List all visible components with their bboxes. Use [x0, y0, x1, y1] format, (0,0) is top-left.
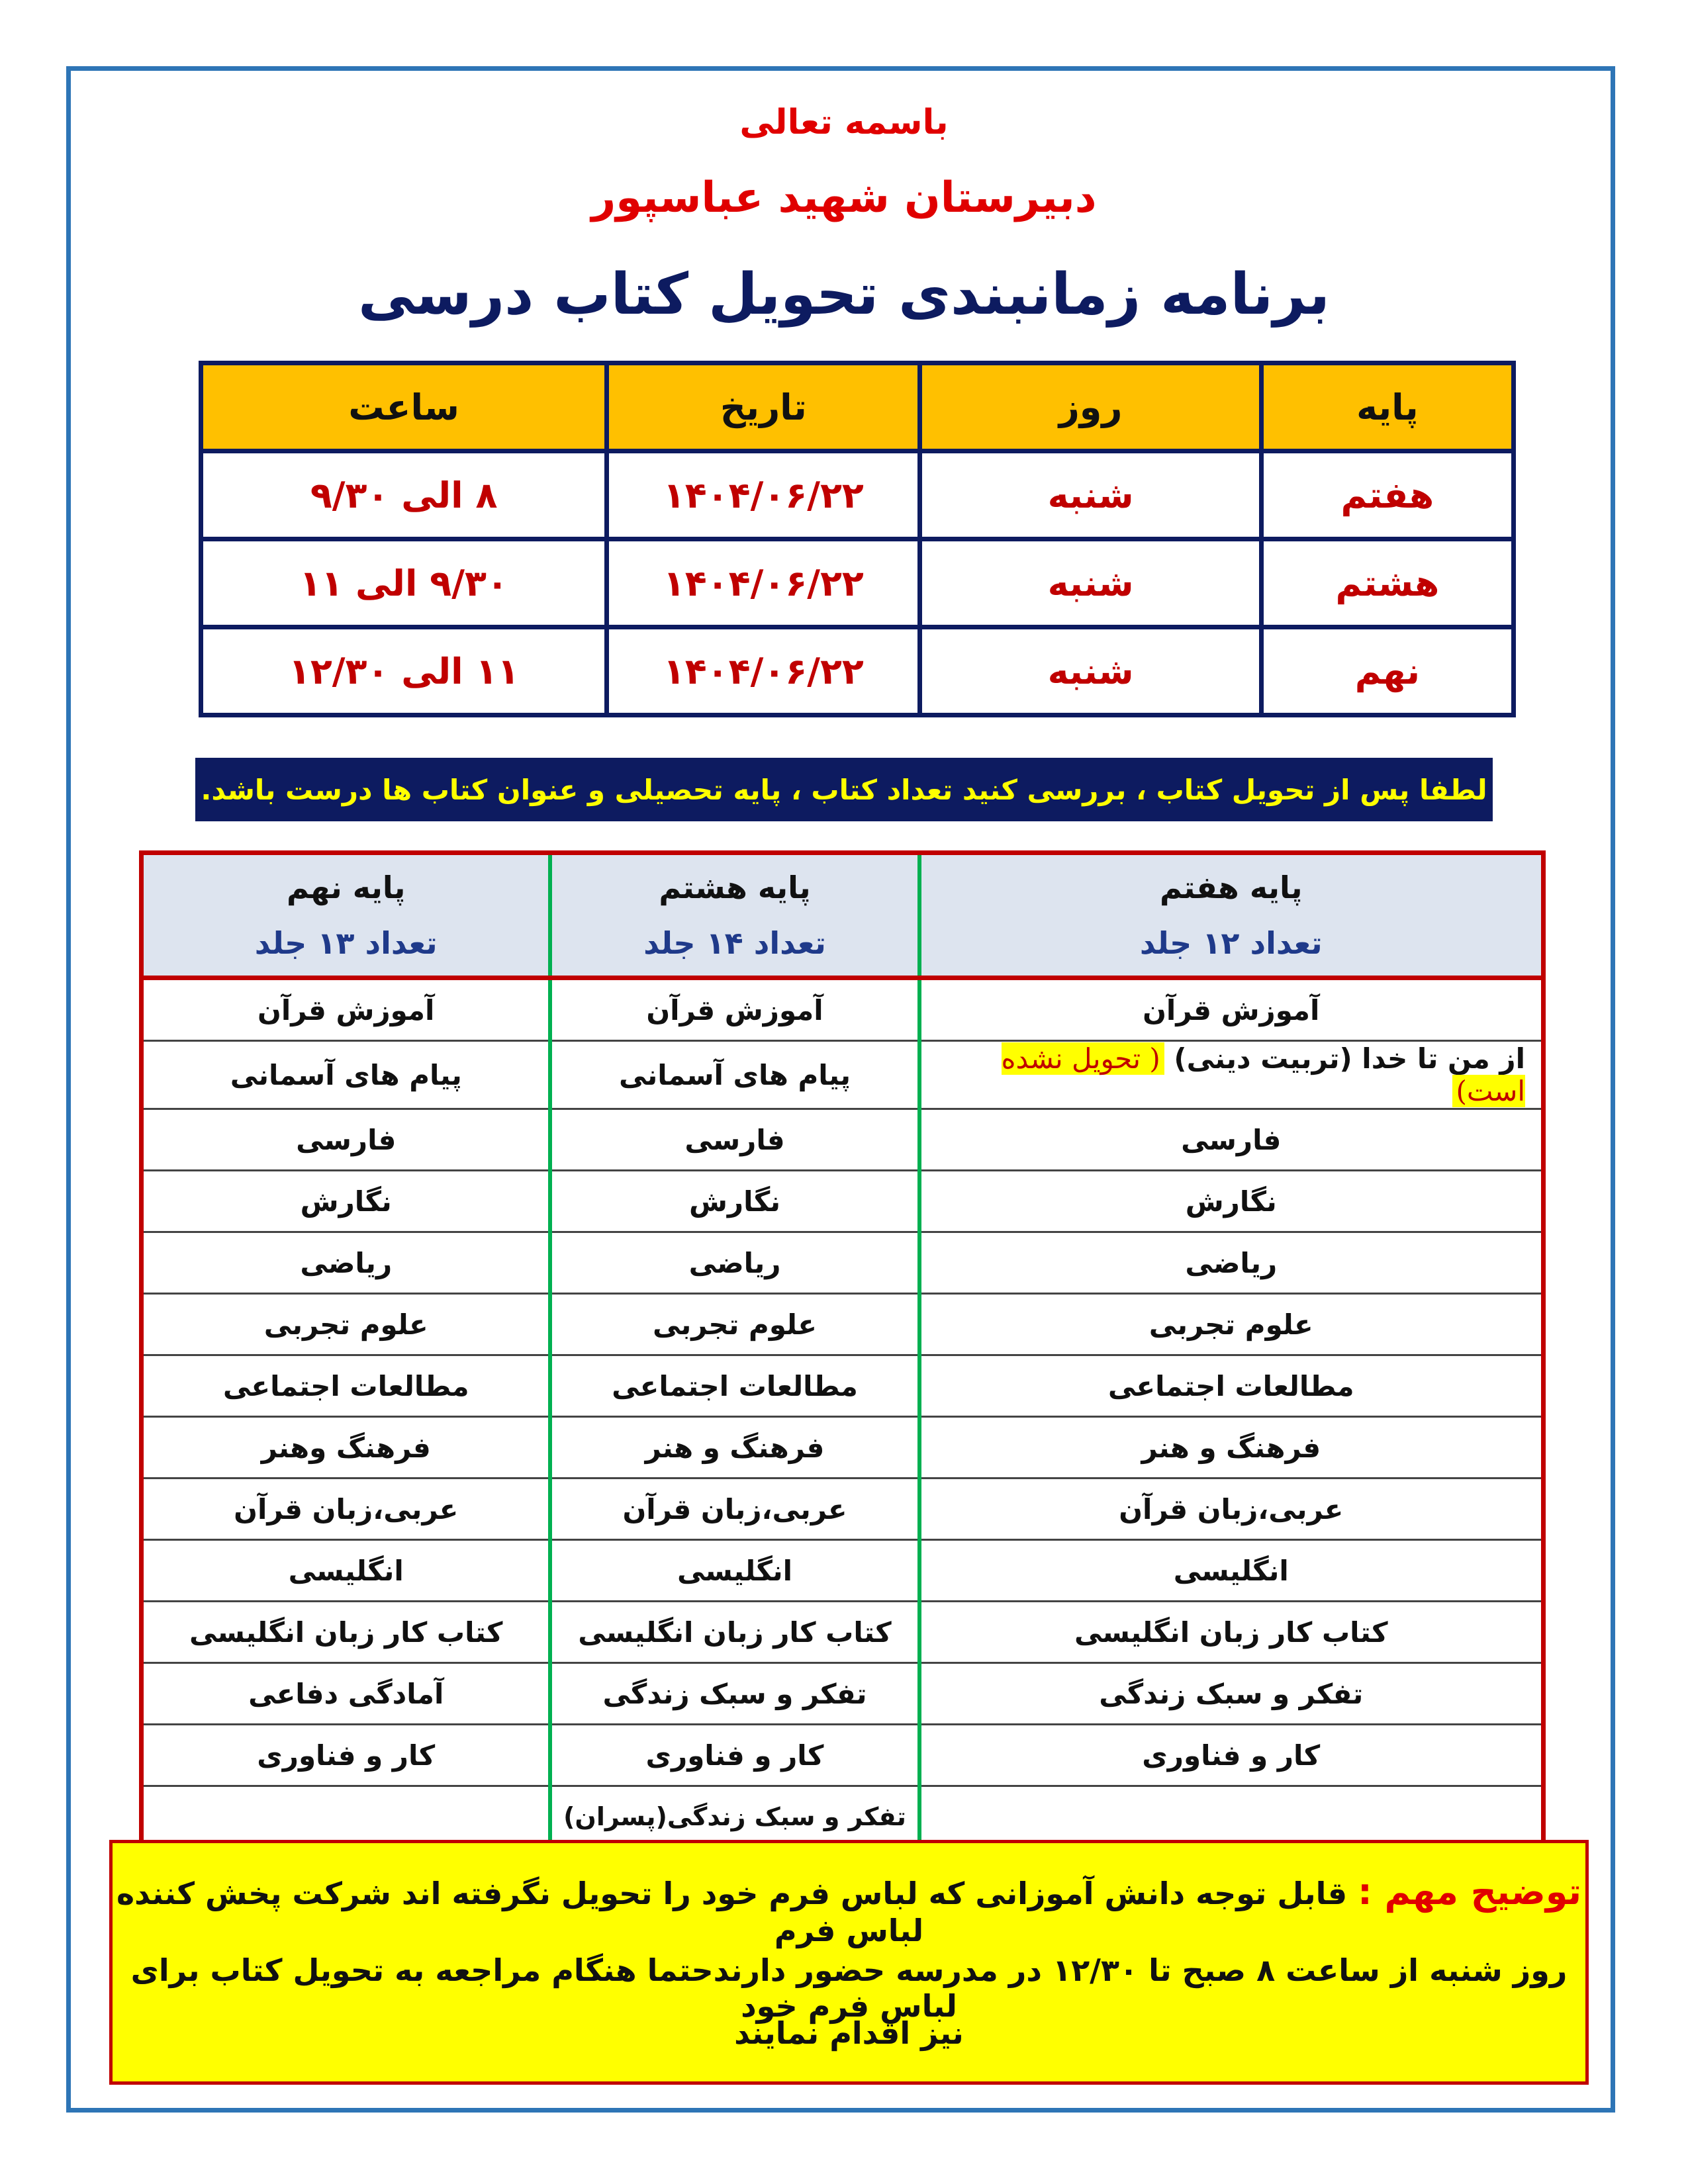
book-cell: مطالعات اجتماعی — [142, 1355, 551, 1417]
grade9-count: تعداد ۱۳ جلد — [254, 925, 438, 961]
book-cell: عربی،زبان قرآن — [919, 1479, 1544, 1540]
book-cell: تفکر و سبک زندگی(پسران) — [550, 1786, 919, 1849]
book-cell: فارسی — [919, 1109, 1544, 1171]
book-row — [142, 1479, 1544, 1540]
header-day: روز — [920, 363, 1261, 451]
note-text-1: قابل توجه دانش آموزانی که لباس فرم خود را تحویل نگرفته اند شرکت پخش کننده لباس فرم — [117, 1876, 1348, 1948]
book-cell: فرهنگ و هنر — [919, 1417, 1544, 1479]
book-cell: کتاب کار زبان انگلیسی — [919, 1602, 1544, 1663]
book-cell: عربی،زبان قرآن — [142, 1479, 551, 1540]
book-row — [142, 1232, 1544, 1294]
grade7-name: پایه هفتم — [1159, 870, 1303, 905]
book-cell: نگارش — [142, 1171, 551, 1232]
grade9-name: پایه نهم — [287, 870, 406, 905]
book-row — [142, 1355, 1544, 1417]
grade8-name: پایه هشتم — [659, 870, 811, 905]
book-cell: آمادگی دفاعی — [142, 1663, 551, 1725]
book-row — [142, 1417, 1544, 1479]
schedule-table — [199, 361, 1516, 717]
book-row — [142, 1041, 1544, 1109]
book-cell: آموزش قرآن — [919, 978, 1544, 1041]
book-cell: آموزش قرآن — [550, 978, 919, 1041]
book-cell: تفکر و سبک زندگی — [550, 1663, 919, 1725]
grade8-header — [550, 853, 919, 978]
book-cell: ریاضی — [550, 1232, 919, 1294]
book-row — [142, 1725, 1544, 1786]
book-row — [142, 978, 1544, 1041]
book-row — [142, 1663, 1544, 1725]
not-delivered-highlight: ( تحویل نشده است) — [1001, 1042, 1525, 1107]
note-line-3: نیز اقدام نمایند — [734, 2015, 964, 2051]
book-cell: انگلیسی — [919, 1540, 1544, 1602]
schedule-time: ۸ الی ۹/۳۰ — [201, 451, 607, 539]
schedule-date: ۱۴۰۴/۰۶/۲۲ — [607, 451, 920, 539]
book-cell: عربی،زبان قرآن — [550, 1479, 919, 1540]
schedule-row — [201, 627, 1514, 715]
grade7-count: تعداد ۱۲ جلد — [1139, 925, 1323, 961]
books-table — [139, 850, 1546, 1851]
book-cell: علوم تجربی — [550, 1294, 919, 1355]
book-cell: کار و فناوری — [142, 1725, 551, 1786]
grade7-header — [919, 853, 1544, 978]
note-line-1 — [113, 1871, 1585, 1948]
book-cell: ریاضی — [142, 1232, 551, 1294]
schedule-grade: هشتم — [1261, 539, 1513, 627]
schedule-day: شنبه — [920, 451, 1261, 539]
book-row — [142, 1602, 1544, 1663]
book-cell: پیام های آسمانی — [550, 1041, 919, 1109]
book-cell: فرهنگ وهنر — [142, 1417, 551, 1479]
header-time: ساعت — [201, 363, 607, 451]
book-cell: مطالعات اجتماعی — [550, 1355, 919, 1417]
book-cell: فارسی — [142, 1109, 551, 1171]
header-grade: پایه — [1261, 363, 1513, 451]
book-cell: علوم تجربی — [142, 1294, 551, 1355]
book-row — [142, 1171, 1544, 1232]
school-name: دبیرستان شهید عباسپور — [591, 173, 1097, 222]
book-cell: پیام های آسمانی — [142, 1041, 551, 1109]
book-cell: انگلیسی — [142, 1540, 551, 1602]
important-note-box — [109, 1840, 1589, 2085]
schedule-grade: نهم — [1261, 627, 1513, 715]
note-label: توضیح مهم : — [1358, 1871, 1581, 1913]
book-cell: کتاب کار زبان انگلیسی — [142, 1602, 551, 1663]
book-cell: ریاضی — [919, 1232, 1544, 1294]
schedule-row — [201, 451, 1514, 539]
schedule-grade: هفتم — [1261, 451, 1513, 539]
grade8-count: تعداد ۱۴ جلد — [643, 925, 826, 961]
schedule-date: ۱۴۰۴/۰۶/۲۲ — [607, 627, 920, 715]
verification-notice: لطفا پس از تحویل کتاب ، بررسی کنید تعداد کتاب ، پایه تحصیلی و عنوان کتاب ها درست باشد. — [195, 758, 1493, 821]
book-cell: انگلیسی — [550, 1540, 919, 1602]
book-cell: تفکر و سبک زندگی — [919, 1663, 1544, 1725]
book-cell: فرهنگ و هنر — [550, 1417, 919, 1479]
page-title: برنامه زمانبندی تحویل کتاب درسی — [358, 261, 1330, 328]
header-date: تاریخ — [607, 363, 920, 451]
book-cell-not-delivered — [919, 1041, 1544, 1109]
schedule-date: ۱۴۰۴/۰۶/۲۲ — [607, 539, 920, 627]
book-cell: آموزش قرآن — [142, 978, 551, 1041]
schedule-time: ۹/۳۰ الی ۱۱ — [201, 539, 607, 627]
book-cell: کار و فناوری — [550, 1725, 919, 1786]
schedule-row — [201, 539, 1514, 627]
book-cell: کتاب کار زبان انگلیسی — [550, 1602, 919, 1663]
book-cell: مطالعات اجتماعی — [919, 1355, 1544, 1417]
schedule-day: شنبه — [920, 539, 1261, 627]
book-cell: کار و فناوری — [919, 1725, 1544, 1786]
grade9-header — [142, 853, 551, 978]
religion-book-title: از من تا خدا (تربیت دینی) — [1174, 1042, 1525, 1075]
book-cell: فارسی — [550, 1109, 919, 1171]
book-cell: علوم تجربی — [919, 1294, 1544, 1355]
books-header-row — [142, 853, 1544, 978]
note-line-2: روز شنبه از ساعت ۸ صبح تا ۱۲/۳۰ در مدرسه حضور دارندحتما هنگام مراجعه به تحویل کتاب برای لباس فرم خود — [130, 1952, 1568, 2024]
schedule-day: شنبه — [920, 627, 1261, 715]
book-row — [142, 1540, 1544, 1602]
schedule-header-row — [201, 363, 1514, 451]
book-row — [142, 1294, 1544, 1355]
invocation-heading: باسمه تعالی — [739, 103, 949, 142]
book-cell: نگارش — [919, 1171, 1544, 1232]
book-cell: نگارش — [550, 1171, 919, 1232]
book-row — [142, 1109, 1544, 1171]
schedule-time: ۱۱ الی ۱۲/۳۰ — [201, 627, 607, 715]
